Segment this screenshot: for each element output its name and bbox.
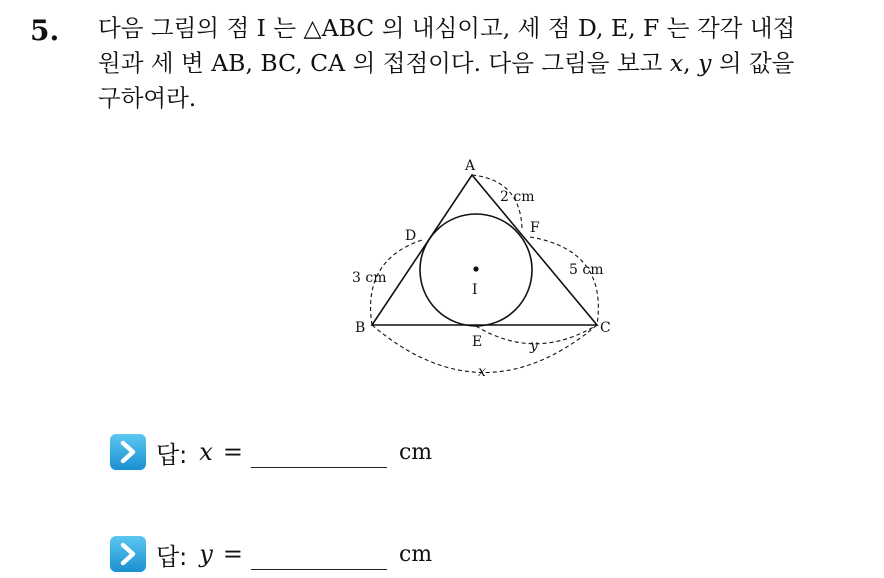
question-text-line-3: 구하여라. [98, 84, 197, 112]
equals-sign: = [222, 438, 243, 466]
answer-label: 답: [156, 440, 188, 469]
label-f: F [530, 220, 540, 236]
question-text-line-1: 다음 그림의 점 I 는 △ABC 의 내심이고, 세 점 D, E, F 는 각각 내접 [98, 14, 796, 42]
chevron-right-icon [110, 434, 146, 470]
label-d: D [405, 228, 417, 244]
variable-x: x [669, 49, 684, 77]
length-bc: x [478, 364, 486, 380]
label-b: B [355, 320, 366, 336]
answer-variable: y [199, 540, 213, 568]
question-text-part: 원과 세 변 AB, BC, CA 의 접점이다. 다음 그림을 보고 [98, 49, 670, 77]
answer-input-x[interactable] [251, 437, 387, 468]
chevron-right-icon [110, 536, 146, 572]
answer-unit: cm [398, 541, 433, 567]
answer-unit: cm [398, 439, 433, 465]
comma: , [683, 49, 699, 77]
answer-row-x [110, 432, 432, 472]
length-bd: 3 cm [352, 270, 387, 286]
length-af: 2 cm [500, 189, 535, 205]
question-number: 5. [30, 14, 60, 47]
answer-input-y[interactable] [251, 539, 387, 570]
label-c: C [600, 320, 611, 336]
equals-sign: = [222, 540, 243, 568]
question-text-part: 의 값을 [711, 49, 795, 77]
label-i: I [472, 282, 478, 298]
variable-y: y [698, 49, 712, 77]
length-fc: 5 cm [569, 262, 604, 278]
answer-row-y [110, 534, 432, 574]
answer-variable: x [199, 438, 213, 466]
answer-label: 답: [156, 542, 188, 571]
length-ec: y [530, 338, 538, 354]
dashed-arc-fc [530, 237, 598, 325]
triangle-abc [372, 175, 597, 325]
label-e: E [472, 334, 483, 350]
label-a: A [465, 158, 476, 174]
incenter-point [473, 266, 478, 271]
